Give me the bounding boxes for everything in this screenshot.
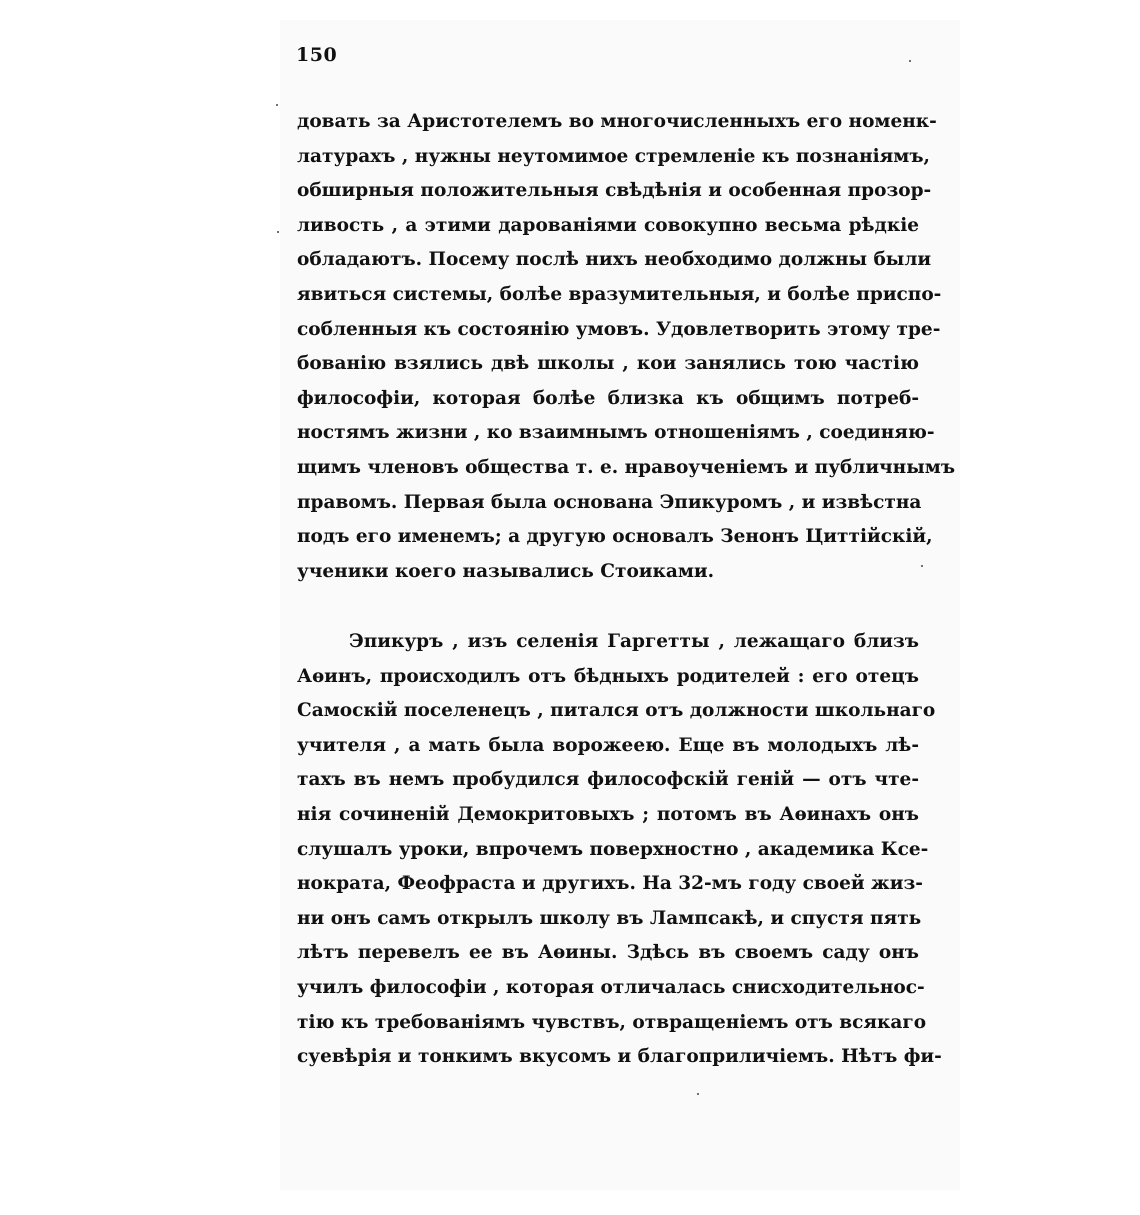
scan-speck xyxy=(277,231,279,233)
page-number: 150 xyxy=(296,44,338,66)
scan-speck xyxy=(276,104,278,106)
text-line: подъ его именемъ; а другую основалъ Зенонъ Циттійскій, xyxy=(297,526,933,548)
text-line: ливость , а этими дарованіями совокупно весьма рѣдкіе xyxy=(297,214,919,236)
text-line: латурахъ , нужны неутомимое стремленіе къ познаніямъ, xyxy=(297,145,931,167)
text-line: обширныя положительныя свѣдѣнія и особенная прозор- xyxy=(297,180,932,202)
paragraph-1 xyxy=(297,105,956,589)
text-line: собленныя къ состоянію умовъ. Удовлетворить этому тре- xyxy=(297,318,941,340)
text-line: ни онъ самъ открылъ школу въ Лампсакѣ, и спустя пять xyxy=(297,907,922,929)
text-line: обладаютъ. Посему послѣ нихъ необходимо должны были xyxy=(297,249,932,271)
text-line: Самоскій поселенецъ , питался отъ должности школьнаго xyxy=(297,700,936,722)
text-line: училъ философіи , которая отличалась снисходительнос- xyxy=(297,976,925,998)
text-line: суевѣрія и тонкимъ вкусомъ и благоприличіемъ. Нѣтъ фи- xyxy=(297,1046,942,1068)
text-line: бованію взялись двѣ школы , кои занялись тою частію xyxy=(297,353,919,375)
text-line: явиться системы, болѣе вразумительныя, и болѣе приспо- xyxy=(297,283,942,305)
text-line: учителя , а мать была ворожеею. Еще въ молодыхъ лѣ- xyxy=(297,734,919,756)
text-line: философіи, которая болѣе близка къ общимъ потреб- xyxy=(297,387,919,409)
text-line: ученики коего назывались Стоиками. xyxy=(297,560,715,582)
text-line: довать за Аристотелемъ во многочисленныхъ его номенк- xyxy=(297,111,937,132)
scan-speck xyxy=(909,60,911,62)
scan-speck xyxy=(697,1093,699,1095)
text-line: правомъ. Первая была основана Эпикуромъ , и извѣстна xyxy=(297,491,922,513)
paragraph-2 xyxy=(297,625,942,1075)
text-line: Аѳинъ, происходилъ отъ бѣдныхъ родителей : его отецъ xyxy=(297,665,919,687)
text-line: Эпикуръ , изъ селенія Гаргетты , лежащаго близъ xyxy=(349,631,919,652)
text-line: нія сочиненій Демокритовыхъ ; потомъ въ Аѳинахъ онъ xyxy=(297,803,919,825)
text-line: нократа, Феофраста и другихъ. На 32-мъ году своей жиз- xyxy=(297,873,923,895)
text-line: ностямъ жизни , ко взаимнымъ отношеніямъ , соединяю- xyxy=(297,422,935,444)
text-line: тію къ требованіямъ чувствъ, отвращеніемъ отъ всякаго xyxy=(297,1011,927,1033)
text-line: лѣтъ перевелъ ее въ Аѳины. Здѣсь въ своемъ саду онъ xyxy=(297,942,919,964)
text-line: слушалъ уроки, впрочемъ поверхностно , академика Ксе- xyxy=(297,838,929,860)
text-line: тахъ въ немъ пробудился философскій геній — отъ чте- xyxy=(297,769,919,791)
scan-speck xyxy=(921,565,923,567)
text-line: щимъ членовъ общества т. е. нравоученіемъ и публичнымъ xyxy=(297,456,956,478)
